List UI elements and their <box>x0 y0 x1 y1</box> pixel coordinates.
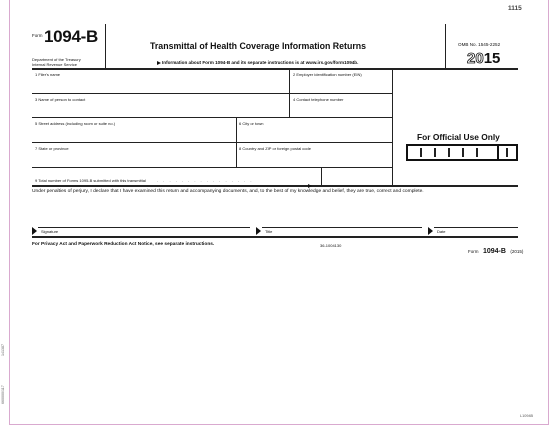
side-code-2: 660000/117 <box>1 385 5 404</box>
official-use-box-left <box>406 144 499 161</box>
field-state: 7 State or province <box>35 146 69 151</box>
official-use-label: For Official Use Only <box>417 132 500 142</box>
privacy-notice: For Privacy Act and Paperwork Reduction Act Notice, see separate instructions. <box>32 242 215 247</box>
irs-label: Internal Revenue Service <box>32 62 77 67</box>
field-country-zip: 8 Country and ZIP or foreign postal code <box>239 146 311 151</box>
form-prefix: Form <box>32 33 43 38</box>
signature-label: Signature <box>41 229 59 234</box>
corner-code: 1115 <box>508 5 522 12</box>
field-street-address: 5 Street address (including room or suite no.) <box>35 121 116 126</box>
field-contact-name: 3 Name of person to contact <box>35 97 86 102</box>
catalog-number: 36-1004130 <box>320 243 342 248</box>
form-number: 1094-B <box>44 27 98 46</box>
title-label: Title <box>265 229 273 234</box>
field-contact-phone: 4 Contact telephone number <box>293 97 344 102</box>
side-code-1: 141387 <box>1 344 5 356</box>
info-line: Information about Form 1094-B and its separate instructions is at www.irs.gov/form1094b. <box>157 60 358 65</box>
field-city: 6 City or town <box>239 121 264 126</box>
field-total-forms: 9 Total number of Forms 1095-B submitted with this transmittal . . . . . . . . . . . . . . . . <box>35 178 254 183</box>
bottom-code: L1094B <box>520 414 534 418</box>
footer-form-id: Form 1094-B (2015) <box>468 248 524 255</box>
official-use-box-right <box>497 144 518 161</box>
field-ein: 2 Employer identification number (EIN) <box>293 72 362 77</box>
perjury-statement: Under penalties of perjury, I declare that I have examined this return and accompanying documents, and, to the best of my knowledge and belief, they are true, correct and complete. <box>32 189 424 194</box>
tax-year: 2015 <box>467 50 501 67</box>
form-title: Transmittal of Health Coverage Information Returns <box>150 41 367 51</box>
omb-number: OMB No. 1545-2252 <box>458 42 501 47</box>
treasury-dept: Department of the Treasury <box>32 57 81 62</box>
date-label: Date <box>437 229 446 234</box>
field-filer-name: 1 Filer's name <box>35 72 60 77</box>
info-arrow-icon <box>157 61 161 65</box>
